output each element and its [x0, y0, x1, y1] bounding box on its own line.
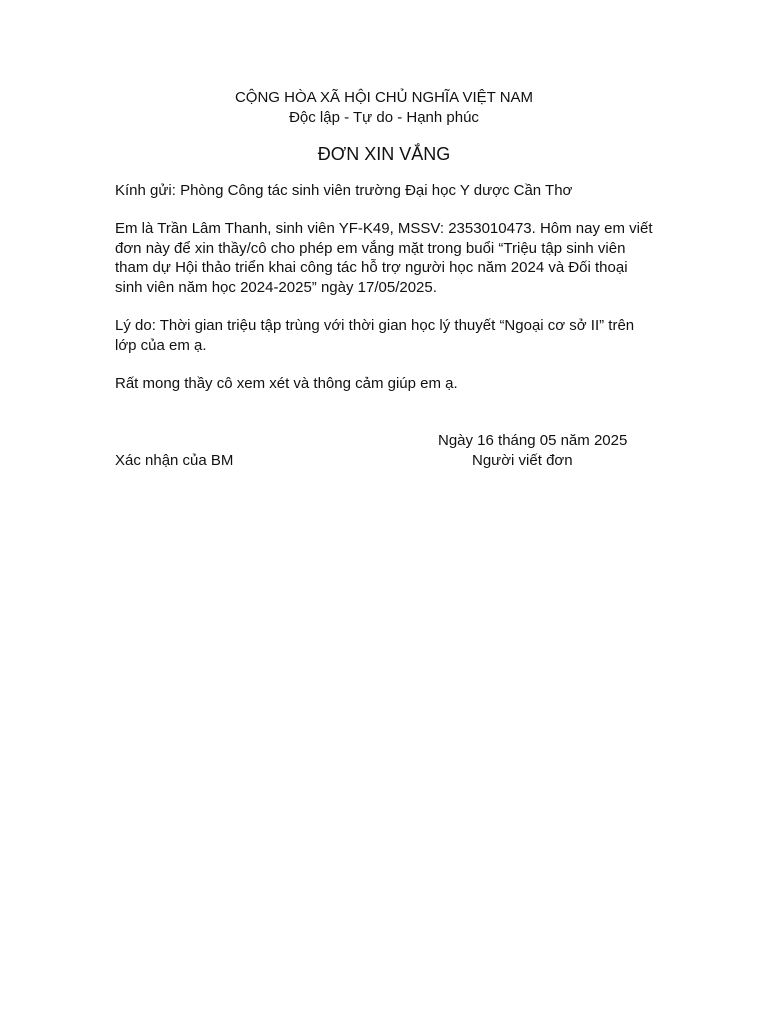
- intro-line: sinh viên năm học 2024-2025” ngày 17/05/2025.: [115, 278, 437, 296]
- intro-line: Em là Trần Lâm Thanh, sinh viên YF-K49, MSSV: 2353010473. Hôm nay em viết: [115, 220, 653, 237]
- reason-line: lớp của em ạ.: [115, 336, 207, 354]
- reason-line: Lý do: Thời gian triệu tập trùng với thời gian học lý thuyết “Ngoại cơ sở II” trên: [115, 317, 635, 334]
- writer-label: Người viết đơn: [472, 452, 573, 469]
- intro-line: tham dự Hội thảo triển khai công tác hỗ trợ người học năm 2024 và Đối thoại: [115, 259, 628, 276]
- nation-heading: CỘNG HÒA XÃ HỘI CHỦ NGHĨA VIỆT NAM: [234, 89, 534, 106]
- closing-line: Rất mong thầy cô xem xét và thông cảm giúp em ạ.: [115, 375, 458, 392]
- recipient-line: Kính gửi: Phòng Công tác sinh viên trường Đại học Y dược Cần Thơ: [115, 182, 573, 199]
- motto: Độc lập - Tự do - Hạnh phúc: [289, 109, 479, 126]
- document-title: ĐƠN XIN VẮNG: [317, 144, 451, 164]
- intro-line: đơn này để xin thầy/cô cho phép em vắng mặt trong buổi “Triệu tập sinh viên: [115, 239, 626, 257]
- signature-date: Ngày 16 tháng 05 năm 2025: [438, 432, 628, 449]
- intro-paragraph: [115, 219, 660, 297]
- reason-paragraph: [115, 316, 660, 355]
- confirmation-label: Xác nhận của BM: [115, 452, 234, 469]
